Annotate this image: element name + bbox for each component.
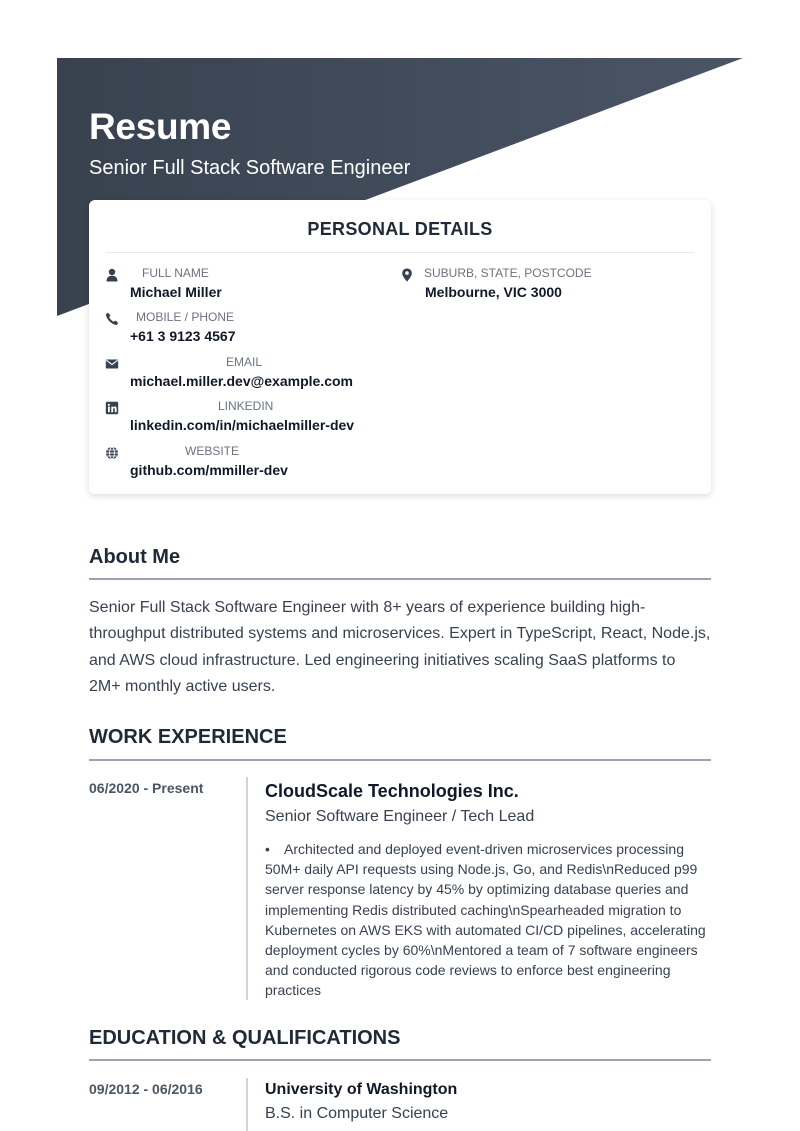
globe-icon [105, 446, 119, 460]
website-label: WEBSITE [185, 444, 240, 458]
bullet-point: • [265, 841, 270, 857]
linkedin-icon [105, 401, 119, 415]
education-divider [89, 1059, 711, 1061]
work-entry-dates: 06/2020 - Present [89, 780, 204, 796]
work-experience-divider [89, 759, 711, 761]
full-name-value: Michael Miller [130, 284, 222, 300]
full-name-label: FULL NAME [142, 266, 209, 280]
about-heading: About Me [89, 546, 181, 568]
resume-subtitle: Senior Full Stack Software Engineer [89, 157, 411, 179]
education-entry-dates: 09/2012 - 06/2016 [89, 1081, 203, 1097]
about-text: Senior Full Stack Software Engineer with 8+ years of experience building high-throughput distributed systems and microservices. Expert in TypeScript, React, Node.js, and AWS cloud infrastructure. Led engineering initiatives scaling SaaS platforms to 2M+ monthly active users. [89, 599, 711, 695]
work-entry-description [265, 839, 711, 1001]
location-value: Melbourne, VIC 3000 [425, 284, 562, 300]
work-experience-heading: WORK EXPERIENCE [89, 726, 287, 748]
resume-title: Resume [89, 106, 232, 147]
phone-icon [105, 312, 119, 326]
phone-value: +61 3 9123 4567 [130, 328, 236, 344]
work-entry-description-text: Architected and deployed event-driven microservices processing 50M+ daily API requests using Node.js, Go, and Redis\nReduced p99 server response latency by 45% by optimizing database queries and implementing Redis distributed caching\nSpearheaded migration to Kubernetes on AWS EKS with automated CI/CD pipelines, accelerating deployment cycles by 60%\nMentored a team of 7 software engineers and conducted rigorous code reviews to enforce best engineering practices [265, 841, 706, 999]
personal-details-card [89, 200, 711, 494]
location-label: SUBURB, STATE, POSTCODE [424, 266, 592, 280]
education-entry-institution: University of Washington [265, 1081, 458, 1098]
phone-label: MOBILE / PHONE [136, 310, 235, 324]
envelope-icon [105, 357, 119, 371]
education-entry-timeline-bar [246, 1078, 248, 1131]
website-value: github.com/mmiller-dev [130, 462, 288, 478]
about-divider [89, 578, 711, 580]
linkedin-label: LINKEDIN [218, 399, 274, 413]
education-heading: EDUCATION & QUALIFICATIONS [89, 1027, 401, 1049]
work-entry-timeline-bar [246, 777, 248, 1000]
linkedin-value: linkedin.com/in/michaelmiller-dev [130, 417, 355, 433]
email-label: EMAIL [226, 355, 263, 369]
work-entry-company: CloudScale Technologies Inc. [265, 781, 519, 801]
email-value: michael.miller.dev@example.com [130, 373, 353, 389]
personal-details-heading: PERSONAL DETAILS [105, 219, 695, 253]
education-entry-degree: B.S. in Computer Science [265, 1105, 449, 1122]
work-entry-role: Senior Software Engineer / Tech Lead [265, 808, 535, 825]
map-pin-icon [400, 268, 414, 282]
user-icon [105, 268, 119, 282]
